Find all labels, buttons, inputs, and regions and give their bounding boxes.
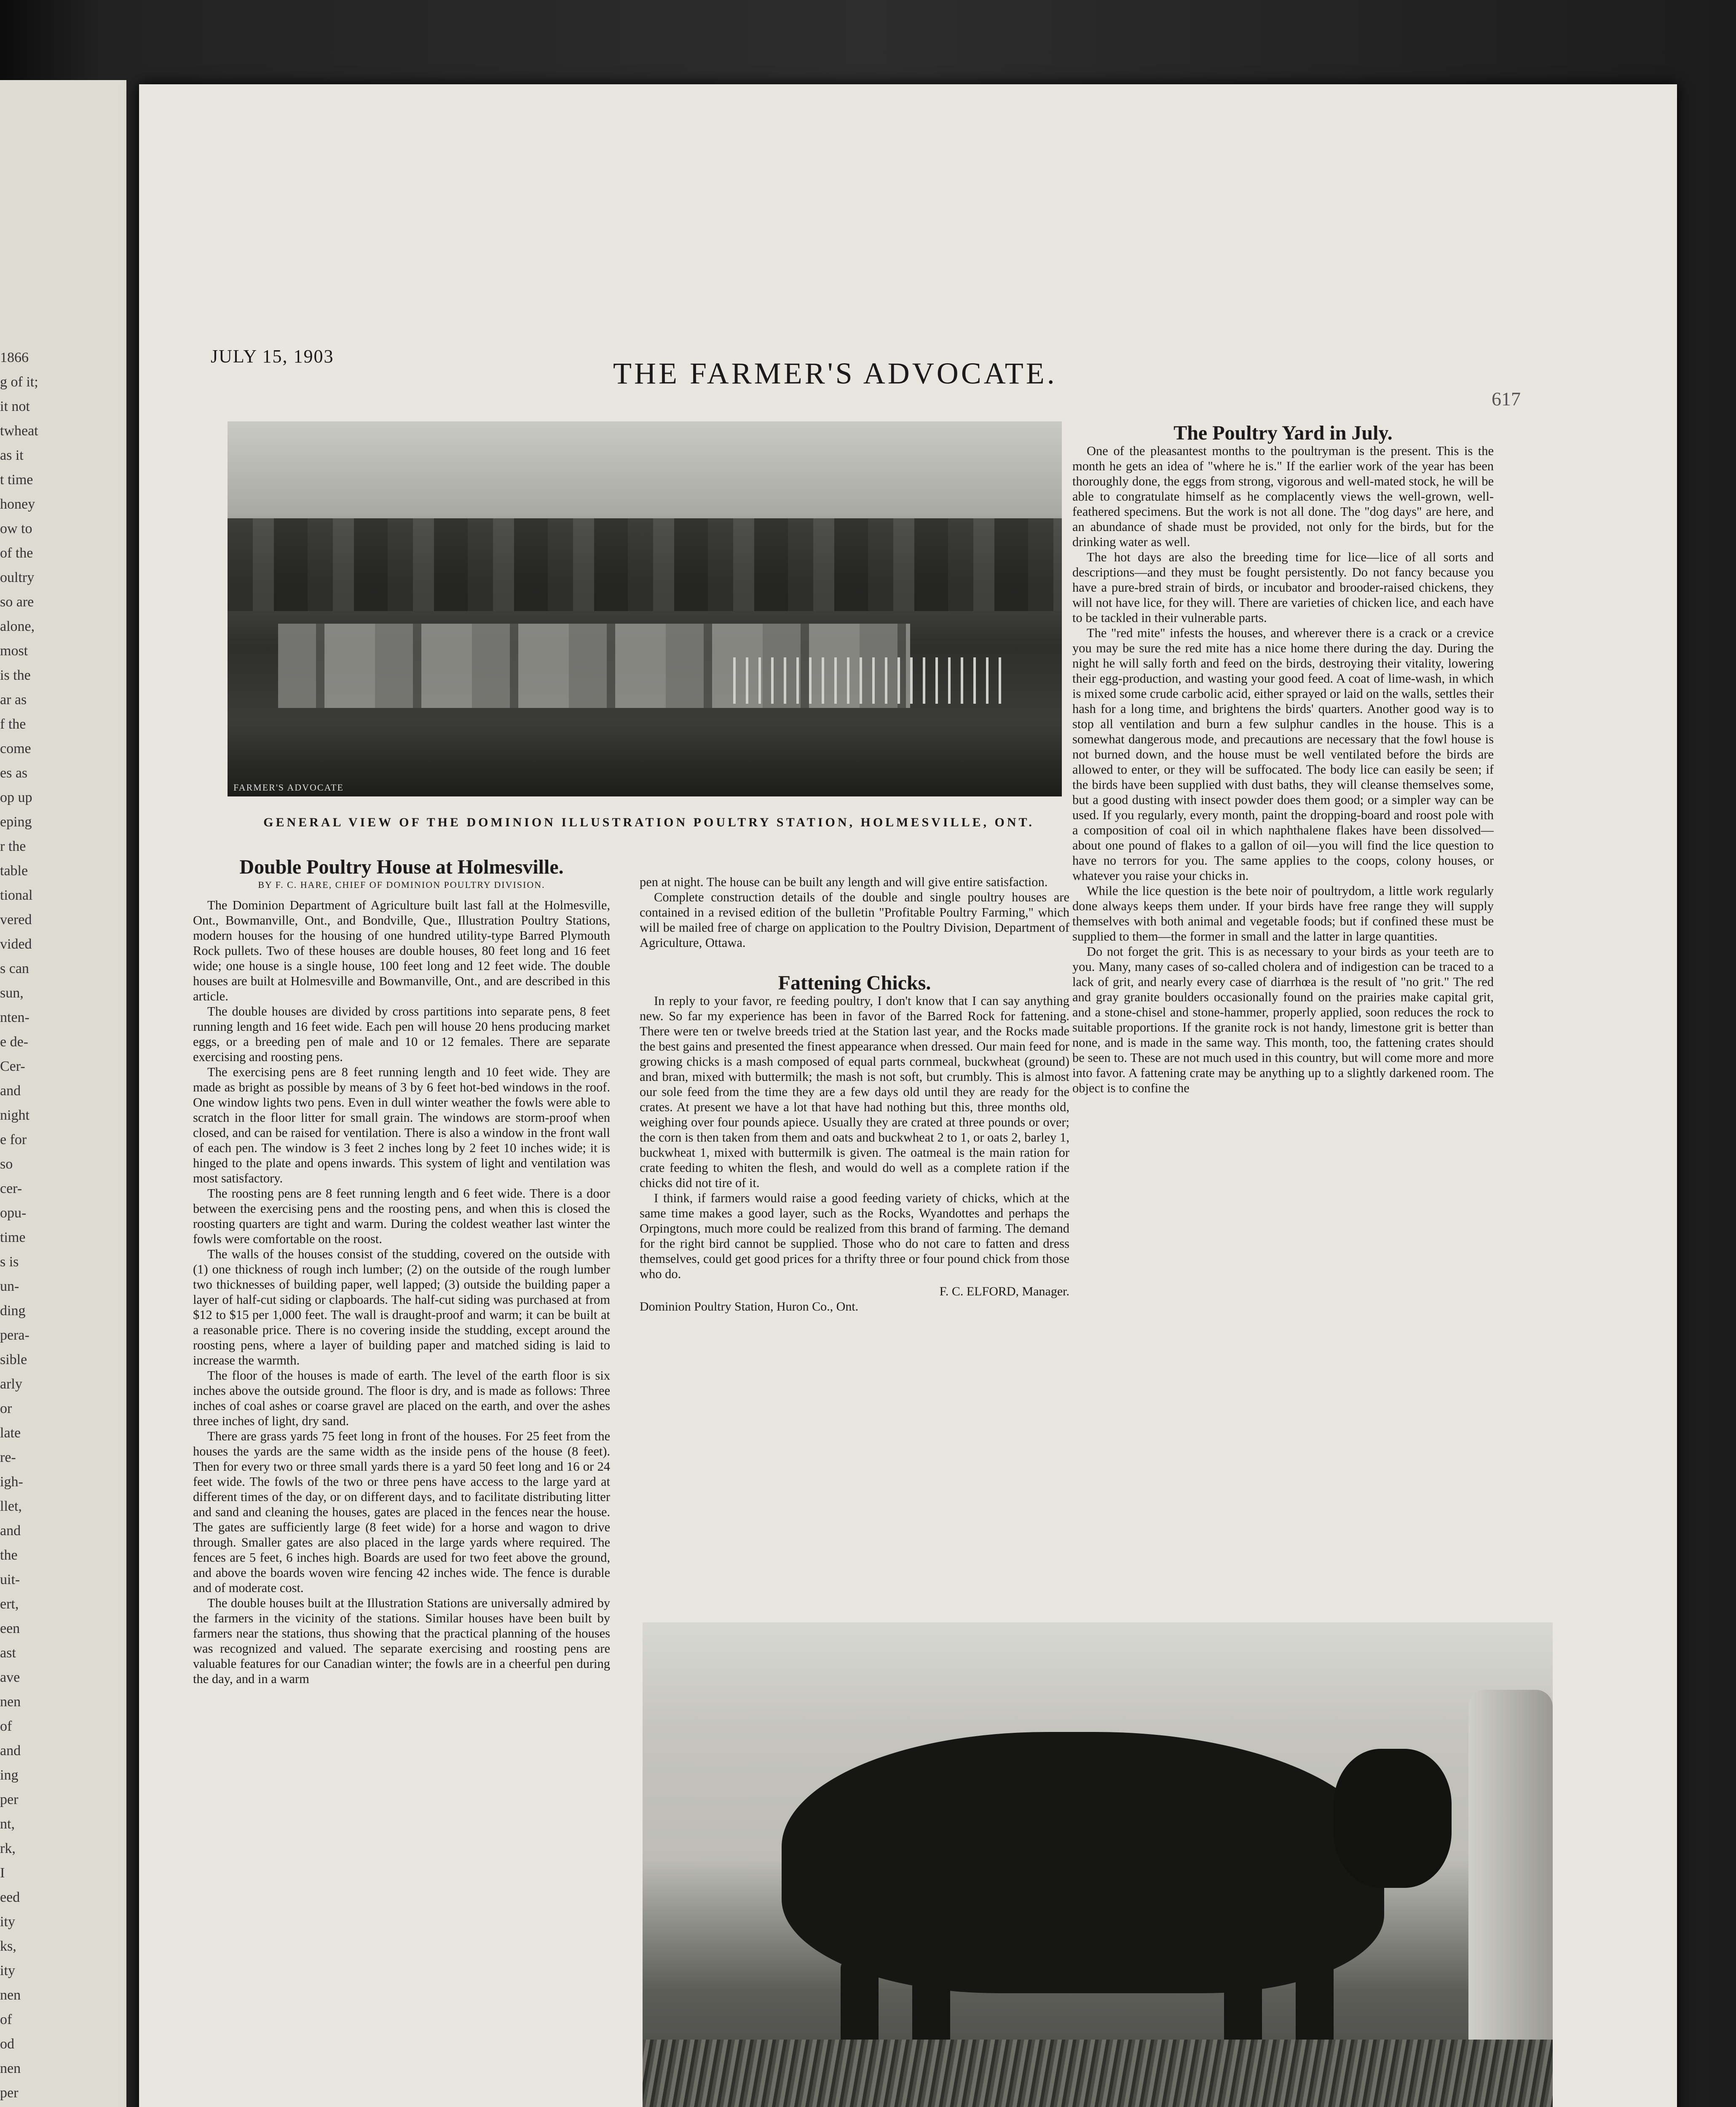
adjacent-page-text-fragment: f the	[0, 716, 26, 732]
adjacent-page-text-fragment: g of it;	[0, 374, 38, 390]
adjacent-page-text-fragment: per	[0, 1792, 19, 1807]
photo-watermark: FARMER'S ADVOCATE	[233, 782, 344, 793]
adjacent-page-text-fragment: s is	[0, 1254, 19, 1270]
adjacent-page-text-fragment: opu-	[0, 1205, 27, 1221]
handler-figure	[1468, 1690, 1553, 2078]
adjacent-page-text-fragment: come	[0, 741, 31, 756]
adjacent-page-text-fragment: time	[0, 1230, 26, 1245]
adjacent-page-text-fragment: nt,	[0, 1816, 15, 1832]
paragraph: Complete construction details of the double and single poultry houses are contained in a revised edition of the bulletin "Profitable Poultry Farming," which will be mailed free of charge on application to the Poultry Division, Department of Agriculture, Ottawa.	[640, 890, 1069, 950]
article-title: Fattening Chicks.	[778, 972, 931, 994]
adjacent-page-text-fragment: it not	[0, 399, 30, 414]
adjacent-page-text-fragment: of	[0, 1718, 12, 1734]
paragraph: The double houses are divided by cross partitions into separate pens, 8 feet running length and 16 feet wide. Each pen will house 20 hens producing market eggs, or a breeding pen of male and 10 or 12 females. There are separate exercising and roosting pens.	[193, 1004, 610, 1064]
adjacent-page-text-fragment: od	[0, 2036, 14, 2052]
page-number: 617	[1492, 388, 1521, 410]
adjacent-page-text-fragment: s can	[0, 961, 29, 976]
adjacent-page-text-fragment: arly	[0, 1376, 22, 1392]
adjacent-page-text-fragment: table	[0, 863, 28, 879]
adjacent-page-text-fragment: the	[0, 1547, 18, 1563]
adjacent-page-text-fragment: I	[0, 1865, 5, 1881]
paragraph: The roosting pens are 8 feet running length and 6 feet wide. There is a door between the exercising pens and the roosting pens, and when this is closed the roosting quarters are tight and warm. During the coldest weather last winter the fowls were comfortable on the roost.	[193, 1186, 610, 1246]
adjacent-page-text-fragment: een	[0, 1621, 20, 1636]
adjacent-page-text-fragment: oultry	[0, 570, 35, 585]
adjacent-page-text-fragment: eed	[0, 1890, 20, 1905]
paragraph: The hot days are also the breeding time for lice—lice of all sorts and descriptions—and they must be fought persistently. Do not fancy because you have a pure-bred strain of birds, or incubator and brooder-raised chickens, they will not have lice, for they will. There are varieties of chicken lice, and each have to be tackled in their vulnerable parts.	[1072, 550, 1494, 625]
middle-column	[640, 874, 1069, 1620]
paragraph: The exercising pens are 8 feet running length and 10 feet wide. They are made as bright as possible by means of 3 by 6 feet hot-bed windows in the roof. One window lights two pens. Even in dull winter weather the fowls were able to scratch in the floor litter for small grain. The windows are storm-proof when closed, and can be raised for ventilation. There is also a window in the front wall of each pen. The window is 3 feet 2 inches long by 2 feet 10 inches wide; it is hinged to the plate and opens inwards. This system of light and ventilation was most satisfactory.	[193, 1065, 610, 1185]
adjacent-page-text-fragment: ity	[0, 1914, 15, 1930]
adjacent-page-text-fragment: llet,	[0, 1498, 22, 1514]
adjacent-page-text-fragment: vided	[0, 936, 32, 952]
poultry-station-photo	[228, 421, 1062, 796]
adjacent-page-text-fragment: honey	[0, 496, 35, 512]
adjacent-page-text-fragment: ding	[0, 1303, 26, 1319]
adjacent-page-text-fragment: ar as	[0, 692, 27, 708]
paragraph: The floor of the houses is made of earth. The level of the earth floor is six inches above the outside ground. The floor is dry, and is made as follows: Three inches of coal ashes or coarse gravel are placed on the earth, and over the ashes three inches of light, dry sand.	[193, 1368, 610, 1428]
article-poultry-yard-july	[1072, 426, 1494, 1622]
adjacent-page-text-fragment: per	[0, 2085, 19, 2101]
adjacent-page-text-fragment: most	[0, 643, 28, 659]
fence	[733, 657, 1007, 704]
adjacent-page-text-fragment: ow to	[0, 521, 32, 536]
grass	[643, 2040, 1553, 2107]
adjacent-page-text-fragment: twheat	[0, 423, 38, 439]
adjacent-page-text-fragment: and	[0, 1083, 21, 1099]
masthead-title: THE FARMER'S ADVOCATE.	[613, 357, 1057, 390]
adjacent-page-text-fragment: cer-	[0, 1181, 22, 1196]
photo-caption: GENERAL VIEW OF THE DOMINION ILLUSTRATION POULTRY STATION, HOLMESVILLE, ONT.	[263, 815, 1034, 829]
adjacent-page-text-fragment: eping	[0, 814, 32, 830]
adjacent-page-text-fragment: ave	[0, 1670, 20, 1685]
article-byline: BY F. C. HARE, CHIEF OF DOMINION POULTRY DIVISION.	[258, 879, 545, 890]
adjacent-page-text-fragment: un-	[0, 1279, 19, 1294]
adjacent-page-text-fragment: Cer-	[0, 1059, 25, 1074]
adjacent-page-text-fragment: of	[0, 2012, 12, 2027]
author-location: Dominion Poultry Station, Huron Co., Ont.	[640, 1300, 859, 1314]
paragraph: In reply to your favor, re feeding poultry, I don't know that I can say anything new. So far my experience has been in favor of the Barred Rock for fattening. There were ten or twelve breeds tried at the Station last year, and the Rocks made the best gains and presented the finest appearance when dressed. Our main feed for growing chicks is a mash composed of equal parts cornmeal, buckwheat (ground) and bran, mixed with buttermilk; the mash is not soft, but crumbly. This is almost our sole feed from the time they are a few days old until they are ready for the crates. At present we have a lot that have had nothing but this, three months old, weighing over four pounds apiece. Usually they are crated at three pounds or over; the corn is then taken from them and oats and buckwheat 2 to 1, or oats 2, barley 1, buckwheat 1, mixed with buttermilk is given. The oatmeal is the main ration for crate feeding to whiten the flesh, and would do well as a complete ration if the chicks did not tire of it.	[640, 994, 1069, 1190]
adjacent-page-text-fragment: sun,	[0, 985, 24, 1001]
adjacent-page-text-fragment: nten-	[0, 1010, 29, 1025]
adjacent-page-text-fragment: alone,	[0, 619, 35, 634]
adjacent-page-text-fragment: es as	[0, 765, 28, 781]
adjacent-page-text-fragment: ity	[0, 1963, 15, 1978]
paragraph: The "red mite" infests the houses, and wherever there is a crack or a crevice you may be sure the red mite has a nice home there during the day. During the night he will sally forth and feed on the birds, destroying their vitality, lowering their egg-production, and wasting your good feed. A coat of lime-wash, in which is mixed some crude carbolic acid, either sprayed or laid on the walls, settles their hash for a long time, and brightens the birds' quarters. Another good way is to stop all ventilation and burn a few sulphur candles in the house. This is a somewhat dangerous mode, and precautions are necessary that the fowl house is not burned down, and the house must be well ventilated before the birds are allowed to enter, or they will be suffocated. The body lice can easily be seen; if the birds have been supplied with dust baths, they will cleanse themselves some, but a good dusting with insect powder does them good; or a simpler way can be used. If you regularly, every month, paint the dropping-board and roost pole with a composition of coal oil in which naphthalene flakes have been dissolved—about one pound of flakes to a gallon of oil—you will find the lice question to have no terrors for you. The same applies to the coops, colony houses, or whatever you raise your chicks in.	[1072, 626, 1494, 883]
adjacent-page-edge	[0, 80, 126, 2107]
adjacent-page-text-fragment: igh-	[0, 1474, 23, 1490]
adjacent-page-text-fragment: so	[0, 1156, 13, 1172]
article-title: Double Poultry House at Holmesville.	[239, 860, 564, 878]
article-title: The Poultry Yard in July.	[1173, 426, 1393, 444]
paragraph: One of the pleasantest months to the poultryman is the present. This is the month he gets an idea of "where he is." If the earlier work of the year has been thoroughly done, the eggs from strong, vigorous and well-mated stock, he will be able to congratulate himself as he complacently views the well-grown, well-feathered specimens. But the work is not all done. The "dog days" are here, and an abundance of shade must be provided, not only for the birds, but for the drinking water as well.	[1072, 444, 1494, 549]
adjacent-page-text-fragment: of the	[0, 545, 33, 561]
adjacent-page-text-fragment: nen	[0, 1987, 21, 2003]
adjacent-page-text-fragment: rk,	[0, 1841, 16, 1856]
paragraph: The double houses built at the Illustration Stations are universally admired by the farmers in the vicinity of the stations. Similar houses have been built by farmers near the stations, thus showing that the practical planning of the houses was recognized and valued. The separate exercising and roosting pens are valuable features for our Canadian winter; the fowls are in a cheerful pen during the day, and in a warm	[193, 1596, 610, 1686]
adjacent-page-text-fragment: pera-	[0, 1327, 29, 1343]
adjacent-page-text-fragment: e de-	[0, 1034, 29, 1050]
adjacent-page-text-fragment: 1866	[0, 350, 29, 365]
adjacent-page-text-fragment: is the	[0, 667, 31, 683]
adjacent-page-text-fragment: uit-	[0, 1572, 20, 1587]
adjacent-page-text-fragment: or	[0, 1401, 12, 1416]
adjacent-page-text-fragment: nen	[0, 1694, 21, 1710]
paragraph: The Dominion Department of Agriculture built last fall at the Holmesville, Ont., Bowmanville, Ont., and Bondville, Que., Illustration Poultry Stations, modern houses for the housing of one hundred utility-type Barred Plymouth Rock pullets. Two of these houses are double houses, 80 feet long and 16 feet wide; one house is a single house, 100 feet long and 12 feet wide. The double houses are built at Holmesville and Bowmanville, Ont., and are described in this article.	[193, 898, 610, 1003]
bull-photo	[643, 1622, 1553, 2107]
paragraph: The walls of the houses consist of the studding, covered on the outside with (1) one thickness of rough inch lumber; (2) on the outside of the rough lumber two thicknesses of building paper, well lapped; (3) outside the building paper a layer of half-cut siding or clapboards. The half-cut siding was purchased at from $12 to $15 per 1,000 feet. The wall is draught-proof and warm; it can be built at a reasonable price. There is no covering inside the studding, except around the roosting pens, where a layer of building paper and matched siding is laid to increase the warmth.	[193, 1247, 610, 1367]
paragraph: pen at night. The house can be built any length and will give entire satisfaction.	[640, 875, 1048, 889]
adjacent-page-text-fragment: ert,	[0, 1596, 19, 1612]
adjacent-page-text-fragment: tional	[0, 887, 33, 903]
bull-head	[1334, 1749, 1452, 1888]
adjacent-page-text-fragment: vered	[0, 912, 32, 928]
adjacent-page-text-fragment: ks,	[0, 1938, 16, 1954]
adjacent-page-text-fragment: re-	[0, 1450, 16, 1465]
adjacent-page-text-fragment: as it	[0, 448, 24, 463]
issue-date: JULY 15, 1903	[211, 346, 334, 367]
adjacent-page-text-fragment: ast	[0, 1645, 16, 1661]
paragraph: Do not forget the grit. This is as necessary to your birds as your teeth are to you. Many, many cases of so-called cholera and of indigestion can be traced to a lack of grit, and nearly every case of diarrhœa is the result of "no grit." The red and gray granite boulders occasionally found on the prairies make capital grit, and a stone-chisel and stone-hammer, properly applied, soon reduces the rock to suitable proportions. If the granite rock is not handy, limestone grit is better than none, and is made in the same way. This month, too, the fattening crates should be seen to. These are not much used in this country, but will come more and more into favor. A fattening crate may be anything up to a slightly darkened room. The object is to confine the	[1072, 944, 1494, 1095]
article-double-poultry-house	[193, 860, 610, 2107]
adjacent-page-text-fragment: and	[0, 1743, 21, 1759]
tree-line	[228, 518, 1062, 611]
adjacent-page-text-fragment: ing	[0, 1767, 19, 1783]
author-signature: F. C. ELFORD, Manager.	[939, 1284, 1069, 1298]
adjacent-page-text-fragment: and	[0, 1523, 21, 1539]
adjacent-page-text-fragment: night	[0, 1107, 29, 1123]
adjacent-page-text-fragment: nen	[0, 2061, 21, 2076]
paragraph: I think, if farmers would raise a good feeding variety of chicks, which at the same time makes a good layer, such as the Rocks, Wyandottes and perhaps the Orpingtons, much more could be realized from this brand of farming. The demand for the right bird cannot be supplied. Those who do not care to fatten and dress themselves, could get good prices for a thrifty three or four pound chick from those who do.	[640, 1191, 1069, 1281]
adjacent-page-text-fragment: r the	[0, 839, 26, 854]
bull-body	[782, 1732, 1384, 1993]
adjacent-page-text-fragment: e for	[0, 1132, 27, 1147]
adjacent-page-text-fragment: t time	[0, 472, 33, 488]
adjacent-page-text-fragment: late	[0, 1425, 21, 1441]
paragraph: There are grass yards 75 feet long in front of the houses. For 25 feet from the houses the yards are the same width as the inside pens of the house (8 feet). Then for every two or three small yards there is a yard 50 feet long and 16 or 24 feet wide. The fowls of the two or three pens have access to the large yard at different times of the day, or on different days, and to facilitate distributing litter and sand and cleaning the houses, gates are placed in the fences near the house. The gates are sufficiently large (8 feet wide) for a horse and wagon to drive through. Smaller gates are also placed in the large yards where required. The fences are 5 feet, 6 inches high. Boards are used for two feet above the ground, and above the boards woven wire fencing 42 inches wide. The fence is durable and of moderate cost.	[193, 1429, 610, 1595]
adjacent-page-text-fragment: so are	[0, 594, 34, 610]
adjacent-page-text-fragment: sible	[0, 1352, 27, 1367]
adjacent-page-text-fragment: op up	[0, 790, 32, 805]
paragraph: While the lice question is the bete noir of poultrydom, a little work regularly done always keeps them under. If your birds have free range they will supply themselves with both animal and vegetable foods; but if confined these must be supplied to them—the former in small and the latter in large quantities.	[1072, 884, 1494, 944]
